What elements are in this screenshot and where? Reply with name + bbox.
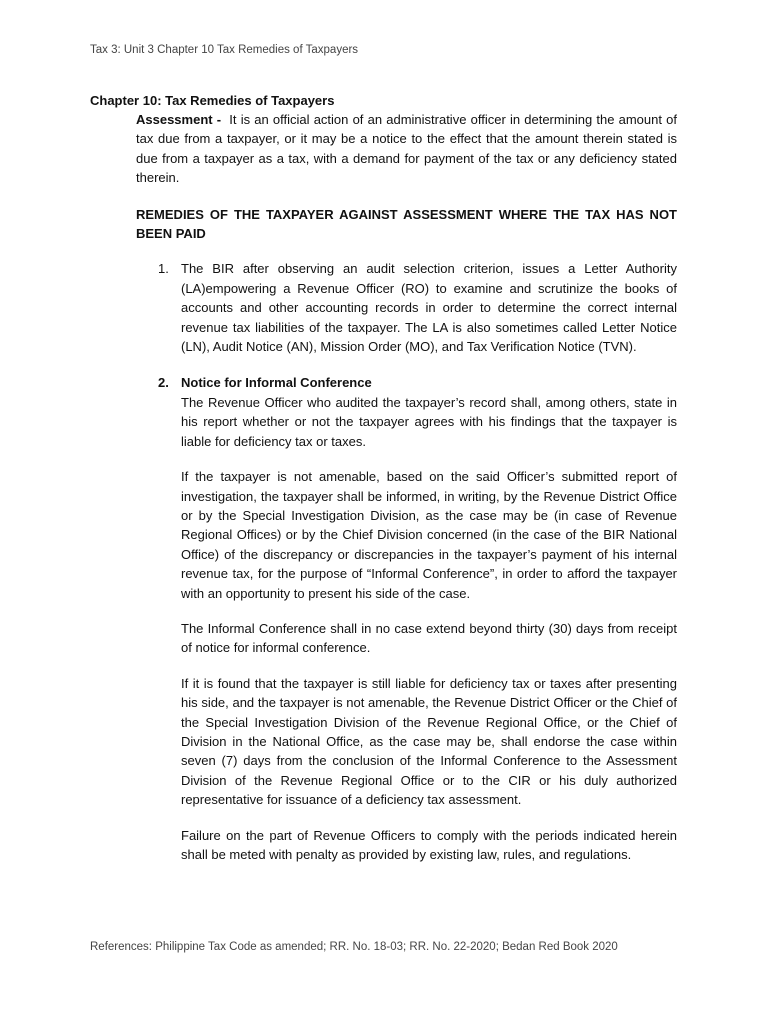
step-paragraph: Failure on the part of Revenue Officers to comply with the periods indicated herein shall be meted with penalty as provided by existing law, rules, and regulations. <box>181 827 677 862</box>
chapter-title: Chapter 10: Tax Remedies of Taxpayers <box>90 93 335 108</box>
document-body <box>136 110 677 864</box>
remedies-heading: REMEDIES OF THE TAXPAYER AGAINST ASSESSMENT WHERE THE TAX HAS NOT BEEN PAID <box>136 206 677 242</box>
list-item <box>136 259 677 356</box>
page-footer: References: Philippine Tax Code as amended; RR. No. 18-03; RR. No. 22-2020; Bedan Red Book 2020 <box>90 941 618 953</box>
remedies-list <box>136 259 677 864</box>
step-paragraph: If it is found that the taxpayer is still liable for deficiency tax or taxes after presenting his side, and the taxpayer is not amenable, the Revenue District Officer or the Chief of the Special Investigation Division of the Revenue Regional Office, or the Chief of Division in the National Office, as the case may be, shall endorse the case within seven (7) days from the conclusion of the Informal Conference to the Assessment Division of the Revenue Regional Office or to the CIR or his duly authorized representative for issuance of a deficiency tax assessment. <box>181 675 677 808</box>
list-item <box>136 373 677 864</box>
list-item-number: 2. <box>158 375 169 391</box>
step-paragraph: The Revenue Officer who audited the taxpayer’s record shall, among others, state in his report whether or not the taxpayer agrees with his findings that the taxpayer is liable for deficiency tax or taxes. <box>181 394 677 449</box>
step-paragraph: The Informal Conference shall in no case extend beyond thirty (30) days from receipt of notice for informal conference. <box>181 620 677 656</box>
assessment-definition <box>136 110 677 188</box>
page-header: Tax 3: Unit 3 Chapter 10 Tax Remedies of Taxpayers <box>90 44 359 56</box>
step-title: Notice for Informal Conference <box>181 375 372 391</box>
step-paragraph: If the taxpayer is not amenable, based on the said Officer’s submitted report of investigation, the taxpayer shall be informed, in writing, by the Revenue District Office or by the Special Investigation Division, as the case may be (in case of Revenue Regional Offices) or by the Chief Division concerned (in the case of the BIR National Office) of the discrepancy or discrepancies in the taxpayer’s payment of his internal revenue tax, for the purpose of “Informal Conference”, in order to afford the taxpayer with an opportunity to present his side of the case. <box>181 469 677 601</box>
assessment-text: It is an official action of an administrative officer in determining the amount of tax due from a taxpayer, or it may be a notice to the effect that the amount therein stated is due from a taxpayer as a tax, with a demand for payment of the tax or any deficiency stated therein. <box>136 112 677 186</box>
list-item-text: The BIR after observing an audit selection criterion, issues a Letter Authority (LA)empowering a Revenue Officer (RO) to examine and scrutinize the books of accounts and other accounting records in order to determine the correct internal revenue tax liabilities of the taxpayer. The LA is also sometimes called Letter Notice (LN), Audit Notice (AN), Mission Order (MO), and Tax Verification Notice (TVN). <box>181 261 677 355</box>
assessment-term: Assessment - <box>136 112 222 127</box>
list-item-number: 1. <box>158 261 169 277</box>
